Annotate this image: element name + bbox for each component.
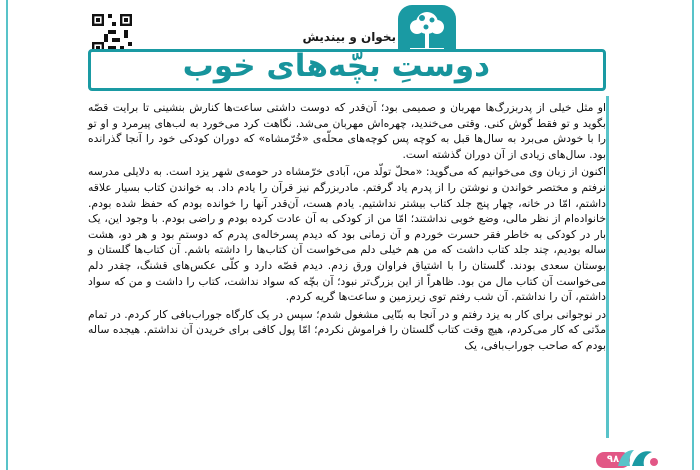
page-title: دوستِ بچّه‌های خوب — [182, 48, 490, 84]
section-subtitle: بخوان و بیندیش — [302, 30, 396, 44]
paragraph: او مثل خیلی از پدربزرگ‌ها مهربان و صمیمی بود؛ آن‌قدر که دوست داشتی ساعت‌ها کنارش بنشینی تا برایت قصّه بگوید و تو فقط گوش کنی. وقتی می‌خندید، چهره‌اش مهربان می‌شد. نگاهت کرد می‌خورد به لب‌های پیرمرد و او تو را با خودش می‌برد به سال‌ها قبل به کوچه پس کوچه‌های محلّه‌ی «خُرّمشاه» که دوران کودکی خود را آنجا گذرانده بود. سال‌های زیادی از آن دوران گذشته است. — [88, 101, 606, 161]
paragraph: اکنون از زبان وی می‌خوانیم که می‌گوید: «محلّ تولّد من، آبادی خرّمشاه در حومه‌ی شهر یزد است. به دلایلی مدرسه نرفتم و مختصر خواندن و نوشتن را از پدرم یاد گرفتم. مادربزرگم نیز قرآن را یادم داد. به خواندن کتاب بسیار علاقه داشتم، امّا در خانه، چهار پنج جلد کتاب بیشتر نداشتیم. یادم هست، آن‌قدر آنها را خوانده بودم که حفظ شده بودم. خانواده‌ام از نظر مالی، وضع خوبی نداشتند؛ امّا من از کودکی به آن عادت کرده بودم و راضی بودم. با وجود این، یک بار در کودکی به خاطر فقر حسرت خوردم و آن زمانی بود که دیدم پسرخاله‌ی پدرم که دوستم بود و هر دو، هشت ساله بودیم، چند جلد کتاب داشت که من هم خیلی دلم می‌خواست آن کتاب‌ها را داشته باشم. آن کتاب‌ها گلستان و بوستان سعدی بودند. گلستان را با اشتیاق فراوان ورق زدم. دیدم قصّه دارد و کلّی عکس‌های قشنگ، چقدر دلم می‌خواست آن کتاب مال من بود. ظاهراً از این بزرگ‌تر نبود؛ آن بچّه که سواد نداشت، کتاب را داشت و من که سواد داشتم، آن را نداشتم. آن شب رفتم توی زیرزمین و ساعت‌ها گریه کردم. — [88, 165, 606, 304]
story-body — [88, 100, 606, 356]
publisher-logo-icon — [612, 444, 660, 468]
decorative-line — [606, 96, 609, 438]
page-number: ۹۸ — [596, 452, 630, 468]
paragraph: در نوجوانی برای کار به یزد رفتم و در آنجا به بنّایی مشغول شدم؛ سپس در یک کارگاه جوراب‌بافی کار کردم. در تمام مدّتی که کار می‌کردم، هیچ وقت کتاب گلستان را فراموش نکردم؛ امّا پول کافی برای خریدن آن نداشتم. هیجده ساله بودم که صاحب جوراب‌بافی، یک — [88, 307, 606, 352]
